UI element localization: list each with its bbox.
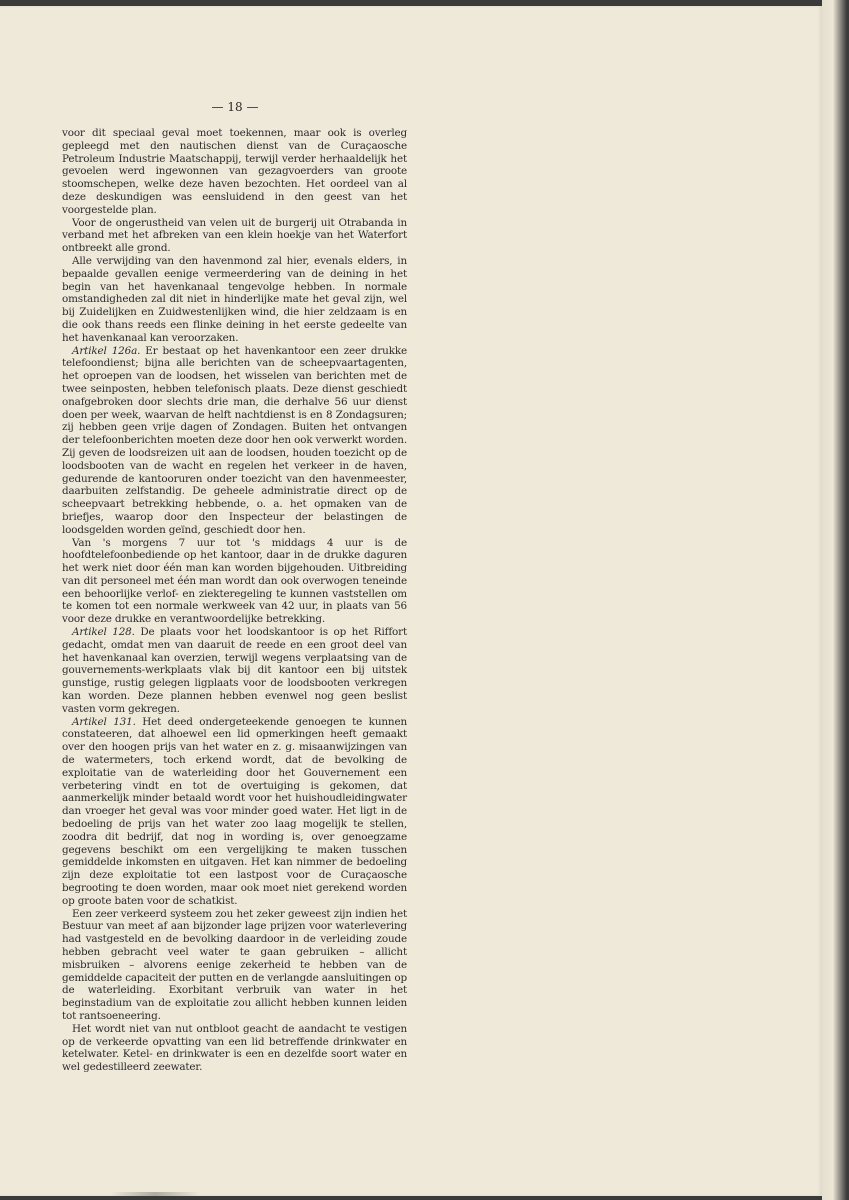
paragraph-9: Het wordt niet van nut ontbloot geacht de aandacht te vestigen op de verkeerde opvatting van een lid betreffende drinkwater en ketelwater. Ketel- en drinkwater is een en dezelfde soort water en wel gedestilleerd zeewater. [62,1022,407,1074]
paragraph-3: Alle verwijding van den havenmond zal hier, evenals elders, in bepaalde gevallen eenige vermeerdering van de deining in het begin van het havenkanaal tengevolge hebben. In normale omstandigheden zal dit niet in hinderlijke mate het geval zijn, wel bij Zuidelijken en Zuidwestenlijken wind, die hier zeldzaam is en die ook thans reeds een flinke deining in het eerste gedeelte van het havenkanaal kan veroorzaken. [62,254,407,344]
scan-smudge [110,1192,200,1196]
paragraph-article-128: Artikel 128. De plaats voor het loodskantoor is op het Riffort gedacht, omdat men van daaruit de reede en een groot deel van het havenkanaal kan overzien, terwijl wegens verplaatsing van de gouvernements-werkplaats vlak bij dit kantoor een bij uitstek gunstige, rustig gelegen ligplaats voor de loodsbooten verkregen kan worden. Deze plannen hebben evenwel nog geen beslist vasten vorm gekregen. [62,626,407,715]
paragraph-5: Van 's morgens 7 uur tot 's middags 4 uur is de hoofdtelefoonbediende op het kantoor, daar in de drukke daguren het werk niet door één man kan worden bijgehouden. Uitbreiding van dit personeel met één man wordt dan ook overwogen teneinde een behoorlijke verlof- en ziekteregeling te kunnen vaststellen om te komen tot een normale werkweek van 42 uur, in plaats van 56 voor deze drukke en verantwoordelijke betrekking. [62,536,407,626]
body-text-column [62,127,407,1074]
paragraph-article-131: Artikel 131. Het deed ondergeteekende genoegen te kunnen constateeren, dat alhoewel een lid opmerkingen heeft gemaakt over den hoogen prijs van het water en z. g. misaanwijzingen van de watermeters, toch erkend wordt, dat de bevolking de exploitatie van de waterleiding door het Gouvernement een verbetering vindt en tot de overtuiging is gekomen, dat aanmerkelijk minder betaald wordt voor het huishoudleidingwater dan vroeger het geval was voor minder goed water. Het ligt in de bedoeling de prijs van het water zoo laag mogelijk te stellen, zoodra dit bedrijf, dat nog in wording is, over genoegzame gegevens beschikt om een vergelijking te maken tusschen gemiddelde inkomsten en uitgaven. Het kan nimmer de bedoeling zijn deze exploitatie tot een lastpost voor de Curaçaosche begrooting te doen worden, maar ook moet niet gerekend worden op groote baten voor de schatkist. [62,715,407,907]
scan-right-edge [822,0,849,1200]
paragraph-2: Voor de ongerustheid van velen uit de burgerij uit Otrabanda in verband met het afbreken van een klein hoekje van het Waterfort ontbreekt alle grond. [62,216,407,255]
page-number: — 18 — [211,100,259,114]
paragraph-article-126a: Artikel 126a. Er bestaat op het havenkantoor een zeer drukke telefoondienst; bijna alle berichten van de scheepvaartagenten, het oproepen van de loodsen, het wisselen van berichten met de twee seinposten, hebben telefonisch plaats. Deze dienst geschiedt onafgebroken door slechts drie man, die derhalve 56 uur dienst doen per week, waarvan de helft nachtdienst is en 8 Zondagsuren; zij hebben geen vrije dagen of Zondagen. Buiten het ontvangen der telefoonberichten moeten deze door hen ook verwerkt worden. Zij geven de loodsreizen uit aan de loodsen, houden toezicht op de loodsbooten van de wacht en regelen het verkeer in de haven, gedurende de kantooruren onder toezicht van den havenmeester, daarbuiten zelfstandig. De geheele administratie direct op de scheepvaart betrekking hebbende, o. a. het opmaken van de briefjes, waarop door den Inspecteur der belastingen de loodsgelden worden geïnd, geschiedt door hen. [62,344,407,536]
paragraph-1: voor dit speciaal geval moet toekennen, maar ook is overleg gepleegd met den nautischen dienst van de Curaçaosche Petroleum Industrie Maatschappij, terwijl verder herhaaldelijk het gevoelen werd ingewonnen van gezagvoerders van groote stoomschepen, welke deze haven bezochten. Het oordeel van al deze deskundigen was eensluidend in den geest van het voorgestelde plan. [62,127,407,216]
paragraph-8: Een zeer verkeerd systeem zou het zeker geweest zijn indien het Bestuur van meet af aan bijzonder lage prijzen voor waterlevering had vastgesteld en de bevolking daardoor in de verleiding zoude hebben gebracht veel water te gaan gebruiken – allicht misbruiken – alvorens eenige zekerheid te hebben van de gemiddelde capaciteit der putten en de verlangde aansluitingen op de waterleiding. Exorbitant verbruik van water in het beginstadium van de exploitatie zou allicht hebben kunnen leiden tot rantsoeneering. [62,907,407,1022]
document-page [0,6,822,1196]
